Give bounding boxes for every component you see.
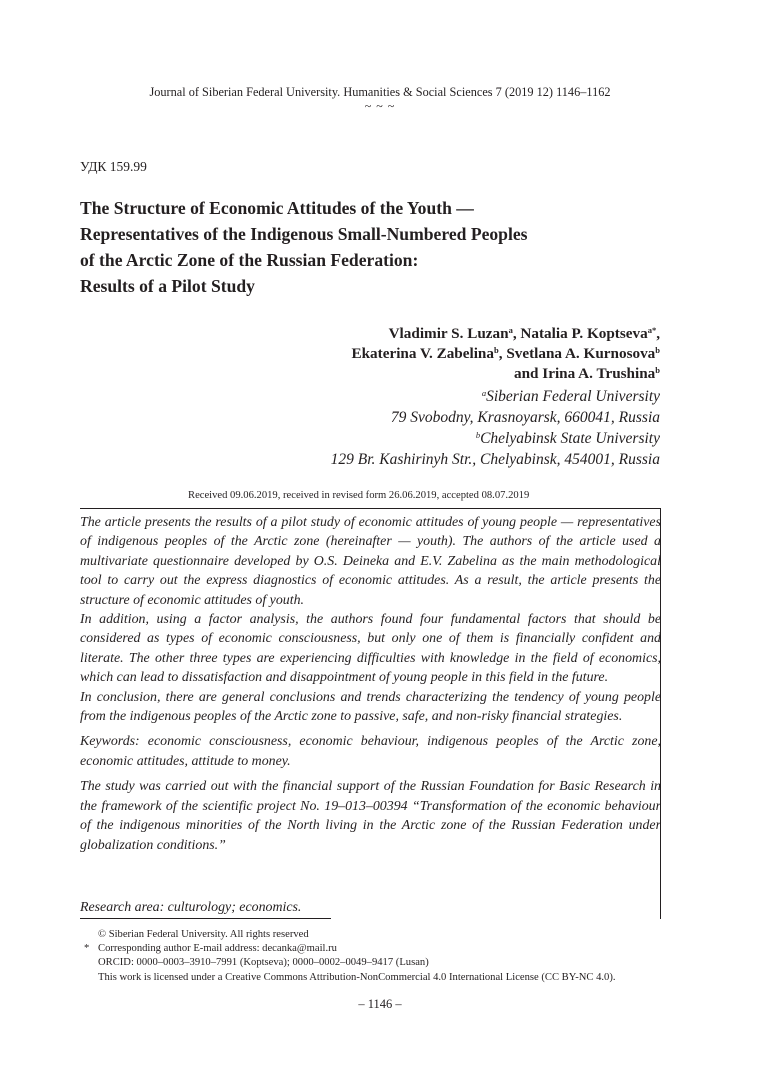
abstract-block — [80, 513, 661, 855]
affiliation-address: 129 Br. Kashirinyh Str., Chelyabinsk, 454001, Russia — [330, 451, 660, 468]
udk-code: УДК 159.99 — [80, 159, 147, 174]
abstract-paragraph: In addition, using a factor analysis, the authors found four fundamental factors that should be considered as types of economic consciousness, but only one of them is financially confident and literate. The other three types are experiencing difficulties with knowledge in the field of economics, which can lead to dissatisfaction and disappointment of young people in this field in the future. — [80, 612, 661, 686]
author-name: Natalia P. Koptseva — [520, 325, 648, 342]
abstract-top-rule — [80, 508, 661, 509]
title-line: Representatives of the Indigenous Small-Numbered Peoples — [80, 224, 528, 244]
research-area: Research area: culturology; economics. — [80, 900, 302, 915]
author-name: Ekaterina V. Zabelina — [351, 345, 494, 362]
page-number: – 1146 – — [358, 997, 402, 1011]
footnote-star: * — [84, 943, 90, 955]
corresponding-email: Corresponding author E-mail address: decanka@mail.ru — [98, 943, 337, 955]
author-list: Vladimir S. Luzan$^a$, Natalia P. Koptseva$^{a*}$, Ekaterina V. Zabelina$^b$, Svetlana A. Kurnosova$^b$ and Irina A. Trushina$^b$ — [351, 325, 660, 382]
received-dates: Received 09.06.2019, received in revised form 26.06.2019, accepted 08.07.2019 — [188, 490, 530, 501]
abstract-paragraph: In conclusion, there are general conclusions and trends characterizing the tendency of young people from the indigenous peoples of the Arctic zone to passive, safe, and non-risky financial strategies. — [80, 689, 661, 725]
paper-title — [80, 195, 680, 299]
affiliations — [331, 386, 660, 470]
title-line: The Structure of Economic Attitudes of the Youth — — [80, 198, 474, 218]
author-name: Vladimir S. Luzan — [388, 325, 509, 342]
affiliation-name: Chelyabinsk State University — [480, 430, 660, 447]
journal-header: Journal of Siberian Federal University. Humanities & Social Sciences 7 (2019 12) 1146–1162 — [149, 85, 611, 99]
affiliation-address: 79 Svobodny, Krasnoyarsk, 660041, Russia — [390, 409, 660, 426]
title-line: of the Arctic Zone of the Russian Federation: — [80, 250, 419, 270]
abstract-paragraph: The article presents the results of a pilot study of economic attitudes of young people — representatives of indigenous peoples of the Arctic zone (hereinafter — youth). The authors of the article used a multivariate questionnaire developed by O.S. Deineka and E.V. Zabelina as the main methodological tool to carry out the express diagnostics of economic attitudes. As a result, the article presents the structure of economic attitudes of youth. — [80, 515, 661, 608]
author-affil-mark: b — [493, 345, 499, 355]
title-line: Results of a Pilot Study — [80, 276, 255, 296]
author-affil-mark: b — [655, 345, 660, 355]
corresponding-note — [84, 942, 616, 956]
affil-mark: a — [481, 388, 487, 398]
keywords: Keywords: economic consciousness, economic behaviour, indigenous peoples of the Arctic zone, economic attitudes, attitude to money. — [80, 734, 661, 769]
license-note: This work is licensed under a Creative Commons Attribution-NonCommercial 4.0 International License (CC BY-NC 4.0). — [98, 971, 616, 983]
affiliation-name: Siberian Federal University — [486, 388, 660, 405]
affil-mark: b — [475, 430, 481, 440]
author-name: and Irina A. Trushina — [514, 365, 656, 382]
footnotes — [84, 928, 616, 985]
copyright-note: © Siberian Federal University. All rights reserved — [98, 929, 309, 940]
author-affil-mark: a* — [647, 325, 657, 335]
author-affil-mark: a — [508, 325, 513, 335]
funding-note: The study was carried out with the financial support of the Russian Foundation for Basic Research in the framework of the scientific project No. 19–013–00394 “Transformation of the economic behaviour of the indigenous minorities of the North living in the Arctic zone of the Russian Federation under globalization conditions.” — [80, 779, 661, 853]
research-area-rule — [80, 918, 331, 919]
author-name: Svetlana A. Kurnosova — [506, 345, 656, 362]
orcid-note: ORCID: 0000–0003–3910–7991 (Koptseva); 0000–0002–0049–9417 (Lusan) — [98, 957, 429, 969]
header-separator: ~ ~ ~ — [364, 99, 396, 113]
author-affil-mark: b — [655, 365, 660, 375]
